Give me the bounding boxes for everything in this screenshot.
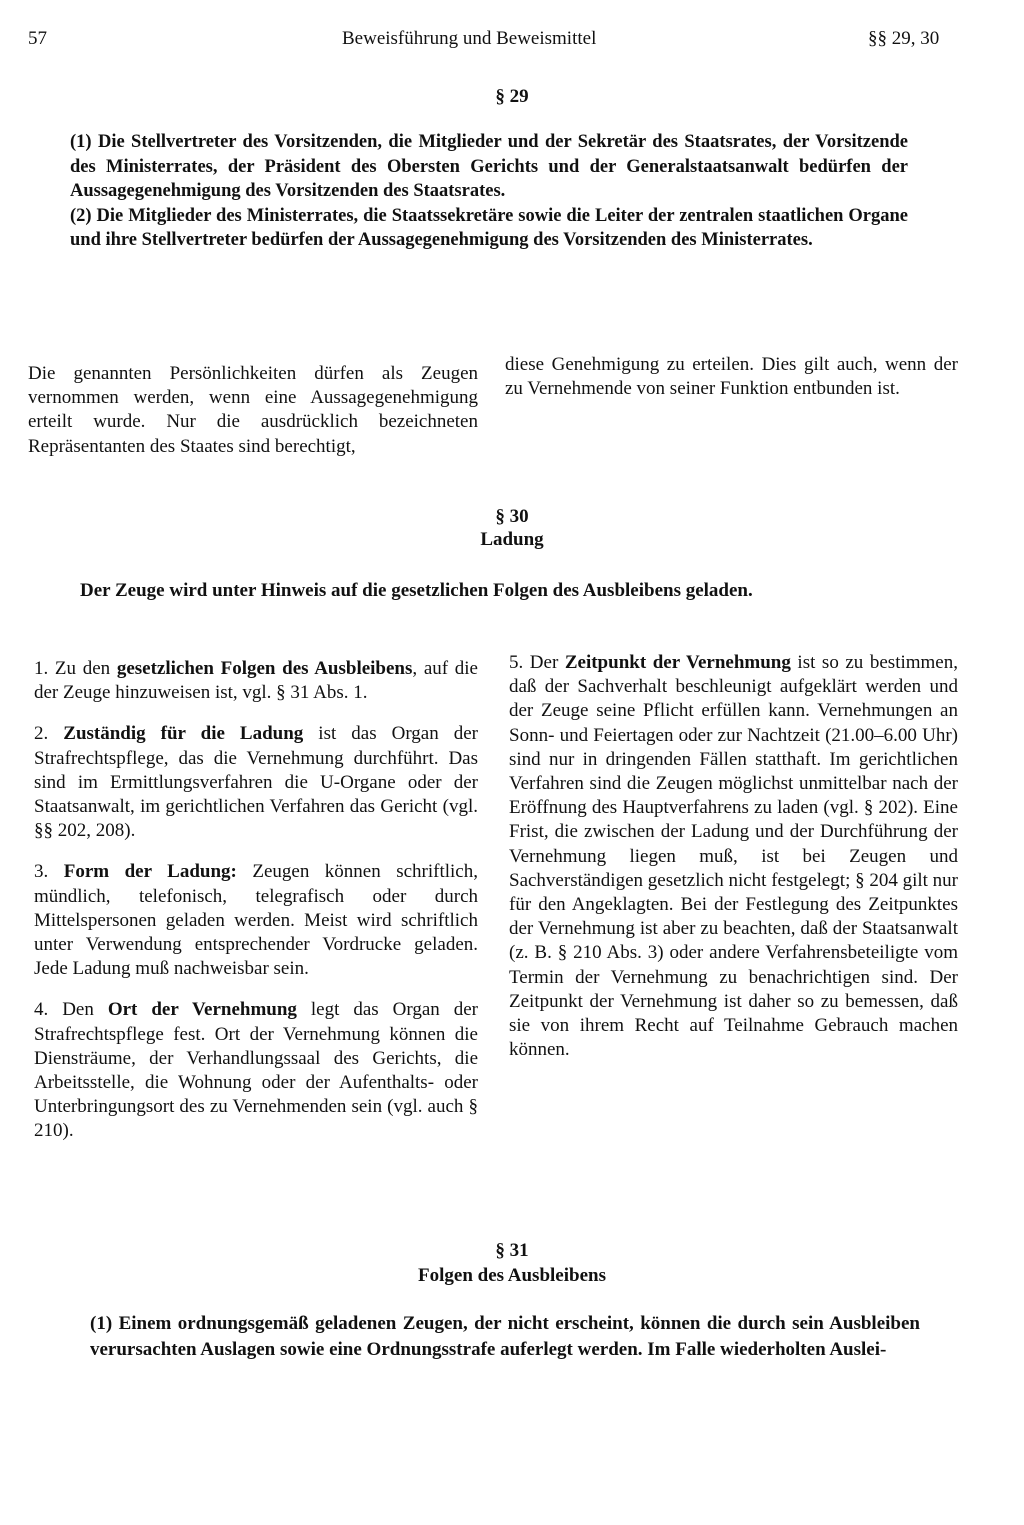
note-4: 4. Den Ort der Vernehmung legt das Organ der Strafrechtspflege fest. Ort der Vernehmung können die Diensträume, der Verhandlungssaal des Gerichts, die Arbeitsstelle, die Wohnung oder der Aufenthalts- oder Unterbringungsort des zu Vernehmenden sein (vgl. auch § 210). (34, 999, 479, 1142)
section-30-law-text: Der Zeuge wird unter Hinweis auf die gesetzlichen Folgen des Ausbleibens geladen. (80, 580, 753, 601)
section-29-commentary-left: Die genannten Persönlichkeiten dürfen als Zeugen vernommen werden, wenn eine Aussagegenehmigung erteilt wurde. Nur die ausdrücklich bezeichneten Repräsentanten des Staates sind berechtigt, (28, 363, 478, 457)
note-5: 5. Der Zeitpunkt der Vernehmung ist so zu bestimmen, daß der Sachverhalt beschleunigt aufgeklärt werden und der Zeuge seine Pflicht erfüllen kann. Vernehmungen an Sonn- und Feiertagen oder zur Nachtzeit (21.00–6.00 Uhr) sind nur in dringenden Fällen statthaft. Im gerichtlichen Verfahren sind die Zeugen möglichst unmittelbar nach der Eröffnung des Hauptverfahrens zu laden (vgl. § 202). Eine Frist, die zwischen der Ladung und der Durchführung der Vernehmung liegen muß, ist bei Zeugen und Sachverständigen gesetzlich nicht festgelegt; § 204 gilt nur für den Angeklagten. Bei der Festlegung des Zeitpunktes der Vernehmung ist aber zu beachten, daß der Staatsanwalt (z. B. § 210 Abs. 3) oder andere Verfahrensbeteiligte vom Termin der Vernehmung zu benachrichtigen sind. Der Zeitpunkt der Vernehmung ist daher so zu bemessen, daß sie von ihrem Recht auf Teilnahme Gebrauch machen können. (509, 652, 959, 1061)
section-29-law-text (70, 130, 908, 253)
section-29-paragraph-1: (1) Die Stellvertreter des Vorsitzenden, die Mitglieder und der Sekretär des Staatsrates, der Vorsitzende des Ministerrates, der Präsident des Obersten Gerichts und der Generalstaatsanwalt bedürfen der Aussagegenehmigung des Vorsitzenden des Staatsrates. (70, 132, 908, 201)
section-30-heading: § 30 (495, 506, 529, 527)
note-2: 2. Zuständig für die Ladung ist das Organ der Strafrechtspflege, das die Vernehmung durchführt. Das sind im Ermittlungsverfahren die U-Organe oder der Staatsanwalt, im gerichtlichen Verfahren das Gericht (vgl. §§ 202, 208). (34, 723, 478, 842)
note-1: 1. Zu den gesetzlichen Folgen des Ausbleibens, auf die der Zeuge hinzuweisen ist, vgl. § 31 Abs. 1. (34, 658, 478, 704)
section-31-title: Folgen des Ausbleibens (418, 1265, 606, 1286)
section-31-law-text: (1) Einem ordnungsgemäß geladenen Zeugen, der nicht erscheint, können die durch sein Ausbleiben verursachten Auslagen sowie eine Ordnungsstrafe auferlegt werden. Im Falle wiederholten Auslei- (90, 1313, 920, 1360)
section-30-commentary-left (34, 657, 478, 1161)
section-29-heading: § 29 (495, 86, 529, 107)
section-29-commentary-right: diese Genehmigung zu erteilen. Dies gilt auch, wenn der zu Vernehmende von seiner Funktion entbunden ist. (505, 354, 958, 400)
section-30-title: Ladung (480, 529, 544, 550)
page-number: 57 (28, 28, 47, 49)
section-30-commentary-right (509, 651, 958, 1079)
section-31-heading: § 31 (495, 1240, 529, 1261)
section-29-paragraph-2: (2) Die Mitglieder des Ministerrates, die Staatssekretäre sowie die Leiter der zentralen staatlichen Organe und ihre Stellvertreter bedürfen der Aussagegenehmigung des Vorsitzenden des Ministerrates. (70, 205, 908, 250)
note-3: 3. Form der Ladung: Zeugen können schriftlich, mündlich, telefonisch, telegrafisch oder durch Mittelspersonen geladen werden. Meist wird schriftlich unter Verwendung entsprechender Vordrucke geladen. Jede Ladung muß nachweisbar sein. (34, 861, 478, 980)
running-title: Beweisführung und Beweismittel (342, 28, 597, 49)
section-reference: §§ 29, 30 (868, 28, 940, 49)
